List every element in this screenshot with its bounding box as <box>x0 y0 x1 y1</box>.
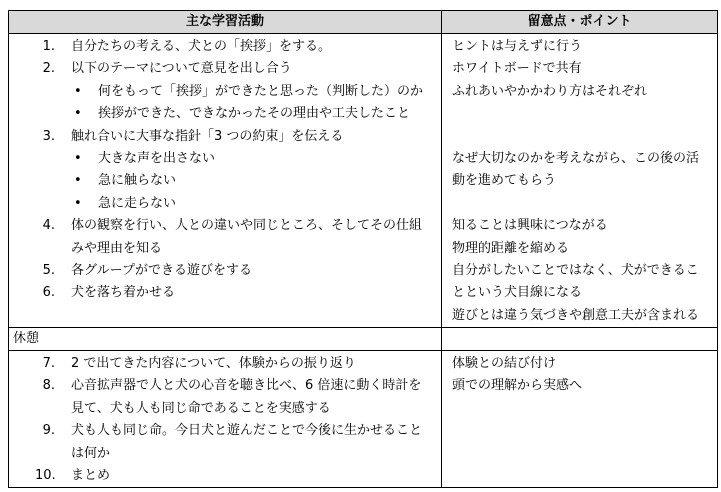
bullet-text: 挨拶ができた、できなかったその理由や工夫したこと <box>98 106 411 122</box>
activity-line <box>13 148 437 170</box>
activity-text-continued: 見て、犬も人も同じ命であることを実感する <box>71 400 331 416</box>
activity-line <box>13 443 437 465</box>
activity-text: 心音拡声器で人と犬の心音を聴き比べ、6 倍速に動く時計を <box>71 378 422 394</box>
section-1-activities <box>9 34 442 328</box>
activity-number: 5. <box>42 262 55 278</box>
activity-line <box>13 170 437 192</box>
activity-line <box>13 465 437 487</box>
activity-line <box>13 375 437 397</box>
point-line: 自分がしたいことではなく、犬ができるこ <box>452 262 699 278</box>
point-line <box>446 193 713 215</box>
break-cell <box>9 328 442 351</box>
bullet-text: 急に触らない <box>98 173 177 189</box>
activity-number: 6. <box>42 285 55 301</box>
activity-line <box>13 36 437 58</box>
point-line: 頭での理解から実感へ <box>452 378 583 394</box>
point-line: 知ることは興味につながる <box>452 218 608 234</box>
activity-line <box>13 126 437 148</box>
section-2-activities <box>9 351 442 488</box>
bullet-text: 急に走らない <box>98 195 177 211</box>
activity-text: 体の観察を行い、人との違いや同じところ、そしてその仕組 <box>71 218 423 234</box>
section-2-row <box>9 351 718 488</box>
point-line: ふれあいやかかわり方はそれぞれ <box>452 83 648 99</box>
bullet-text: 何をもって「挨拶」ができたと思った（判断した）のか <box>98 83 424 99</box>
activity-line <box>13 305 437 327</box>
header-row <box>9 11 718 34</box>
bullet-icon: • <box>74 173 82 189</box>
point-line: ホワイトボードで共有 <box>452 61 582 77</box>
activity-text: 2 で出てきた内容について、体験からの振り返り <box>71 356 356 372</box>
activity-line <box>13 260 437 282</box>
activity-line <box>13 353 437 375</box>
activity-number: 1. <box>42 39 55 54</box>
header-points: 留意点・ポイント <box>442 11 718 34</box>
section-1-points <box>442 34 718 328</box>
activity-number: 3. <box>42 128 55 144</box>
bullet-icon: • <box>74 195 82 211</box>
point-line: 遊びとは違う気づきや創意工夫が含まれる <box>452 307 700 323</box>
header-activities: 主な学習活動 <box>9 11 442 34</box>
activity-number: 9. <box>42 423 55 439</box>
activity-text: 各グループができる遊びをする <box>71 262 252 278</box>
bullet-text: 大きな声を出さない <box>98 150 216 166</box>
lesson-plan-table <box>8 10 718 488</box>
activity-text: 犬も人も同じ命。今日犬と遊んだことで今後に生かせること <box>71 423 423 439</box>
point-line: なぜ大切なのかを考えながら、この後の活 <box>452 150 700 166</box>
activity-line <box>13 420 437 442</box>
activity-line <box>13 193 437 215</box>
activity-text: 触れ合いに大事な指針「3 つの約束」を伝える <box>71 128 344 144</box>
bullet-icon: • <box>74 106 82 122</box>
activity-text: 犬を落ち着かせる <box>71 285 176 301</box>
break-cell-empty <box>442 328 718 351</box>
section-2-points <box>442 351 718 488</box>
bullet-icon: • <box>74 150 82 166</box>
activity-text-continued: みや理由を知る <box>71 240 163 256</box>
activity-line <box>13 238 437 260</box>
activity-line <box>13 398 437 420</box>
activity-line <box>13 58 437 80</box>
activity-text: 以下のテーマについて意見を出し合う <box>71 61 292 77</box>
activity-text: 自分たちの考える、犬との「挨拶」をする。 <box>71 39 332 54</box>
activity-number: 4. <box>42 218 55 234</box>
activity-text-continued: は何か <box>71 445 111 461</box>
activity-line <box>13 81 437 103</box>
point-line: 動を進めてもらう <box>452 173 557 189</box>
activity-line <box>13 215 437 237</box>
break-row <box>9 328 718 351</box>
activity-line <box>13 282 437 304</box>
section-1-row <box>9 34 718 328</box>
point-line: 物理的距離を縮める <box>452 240 570 256</box>
point-line <box>446 126 713 148</box>
point-line: ヒントは与えずに行う <box>452 39 583 54</box>
activity-number: 8. <box>42 378 55 394</box>
activity-number: 10. <box>35 468 56 484</box>
activity-text: まとめ <box>71 468 111 484</box>
point-line: 体験との結び付け <box>452 356 557 372</box>
point-line <box>446 103 713 125</box>
activity-number: 2. <box>42 61 55 77</box>
activity-line <box>13 103 437 125</box>
break-label: 休憩 <box>13 331 40 347</box>
activity-number: 7. <box>42 356 55 372</box>
bullet-icon: • <box>74 83 82 99</box>
point-line: とという犬目線になる <box>452 285 583 301</box>
